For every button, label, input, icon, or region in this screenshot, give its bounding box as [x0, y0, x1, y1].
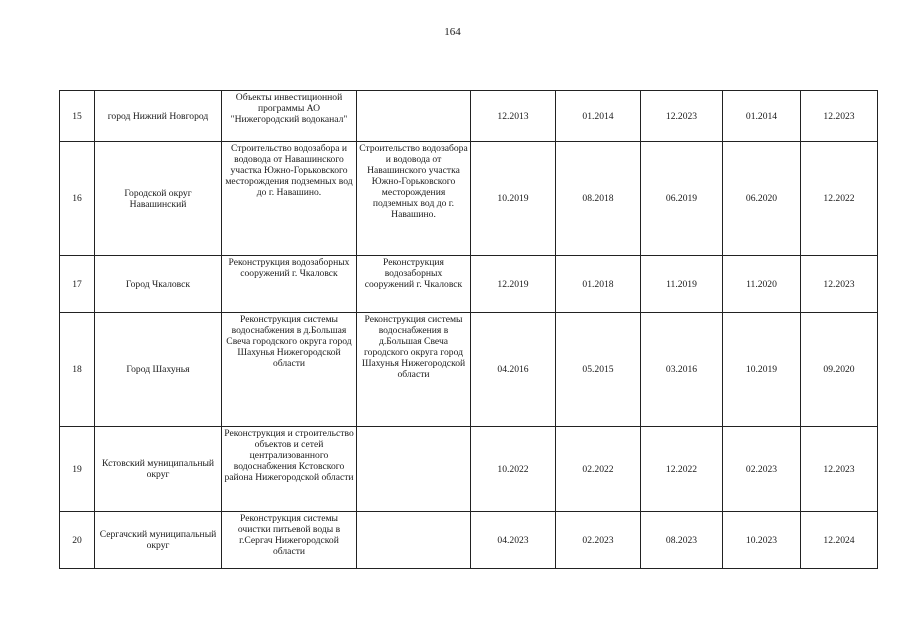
date-cell: 12.2023: [641, 91, 723, 142]
date-cell: 05.2015: [556, 313, 641, 427]
object-cell: Реконструкция водозаборных сооружений г. Чкаловск: [222, 256, 357, 313]
municipality-cell: Городской округ Навашинский: [95, 142, 222, 256]
date-cell: 12.2013: [471, 91, 556, 142]
date-cell: 12.2022: [641, 427, 723, 512]
date-cell: 08.2023: [641, 512, 723, 569]
program-cell: Реконструкция водозаборных сооружений г. Чкаловск: [357, 256, 471, 313]
program-cell: Реконструкция системы водоснабжения в д.Большая Свеча городского округа город Шахунья Нижегородской области: [357, 313, 471, 427]
table-row: [60, 256, 878, 313]
row-number: 16: [60, 142, 95, 256]
table-row: [60, 313, 878, 427]
table-row: [60, 512, 878, 569]
date-cell: 10.2019: [723, 313, 801, 427]
page-number: 164: [444, 26, 461, 38]
row-number: 19: [60, 427, 95, 512]
date-cell: 02.2023: [556, 512, 641, 569]
date-cell: 02.2022: [556, 427, 641, 512]
table-row: [60, 142, 878, 256]
object-cell: Реконструкция и строительство объектов и сетей централизованного водоснабжения Кстовского района Нижегородской области: [222, 427, 357, 512]
row-number: 18: [60, 313, 95, 427]
date-cell: 11.2019: [641, 256, 723, 313]
program-cell: [357, 427, 471, 512]
date-cell: 12.2019: [471, 256, 556, 313]
municipality-cell: Город Шахунья: [95, 313, 222, 427]
date-cell: 08.2018: [556, 142, 641, 256]
program-cell: Строительство водозабора и водовода от Навашинского участка Южно-Горьковского месторождения подземных вод до г. Навашино.: [357, 142, 471, 256]
date-cell: 06.2020: [723, 142, 801, 256]
municipality-cell: Кстовский муниципальный округ: [95, 427, 222, 512]
object-cell: Строительство водозабора и водовода от Навашинского участка Южно-Горьковского месторождения подземных вод до г. Навашино.: [222, 142, 357, 256]
date-cell: 01.2014: [556, 91, 641, 142]
date-cell: 01.2018: [556, 256, 641, 313]
row-number: 17: [60, 256, 95, 313]
object-cell: Реконструкция системы водоснабжения в д.Большая Свеча городского округа город Шахунья Нижегородской области: [222, 313, 357, 427]
date-cell: 06.2019: [641, 142, 723, 256]
date-cell: 10.2019: [471, 142, 556, 256]
date-cell: 01.2014: [723, 91, 801, 142]
municipality-cell: город Нижний Новгород: [95, 91, 222, 142]
objects-table: [59, 90, 878, 569]
date-cell: 09.2020: [801, 313, 878, 427]
program-cell: [357, 512, 471, 569]
date-cell: 02.2023: [723, 427, 801, 512]
date-cell: 10.2023: [723, 512, 801, 569]
program-cell: [357, 91, 471, 142]
date-cell: 11.2020: [723, 256, 801, 313]
row-number: 20: [60, 512, 95, 569]
municipality-cell: Город Чкаловск: [95, 256, 222, 313]
table-row: [60, 427, 878, 512]
object-cell: Реконструкция системы очистки питьевой воды в г.Сергач Нижегородской области: [222, 512, 357, 569]
date-cell: 12.2022: [801, 142, 878, 256]
date-cell: 10.2022: [471, 427, 556, 512]
table-row: [60, 91, 878, 142]
date-cell: 12.2023: [801, 91, 878, 142]
date-cell: 04.2023: [471, 512, 556, 569]
object-cell: Объекты инвестиционной программы АО "Нижегородский водоканал": [222, 91, 357, 142]
date-cell: 12.2024: [801, 512, 878, 569]
date-cell: 12.2023: [801, 427, 878, 512]
date-cell: 03.2016: [641, 313, 723, 427]
row-number: 15: [60, 91, 95, 142]
municipality-cell: Сергачский муниципальный округ: [95, 512, 222, 569]
date-cell: 04.2016: [471, 313, 556, 427]
date-cell: 12.2023: [801, 256, 878, 313]
